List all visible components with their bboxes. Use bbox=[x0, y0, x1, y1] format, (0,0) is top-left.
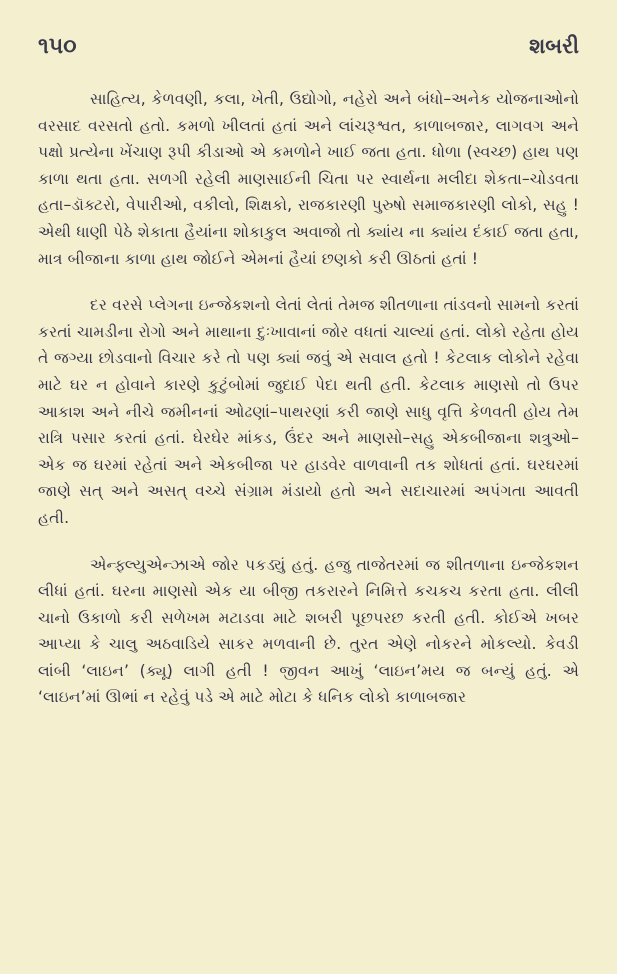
page-header bbox=[38, 34, 579, 80]
paragraph-2: દર વરસે પ્લેગના ઇન્જેકશનો લેતાં લેતાં તેમજ શીતળાના તાંડવનો સામનો કરતાં કરતાં ચામડીના રોગો અને માથાના દુઃખાવાનાં જોર વધતાં ચાલ્યાં હતાં. લોકો રહેતા હોય તે જગ્યા છોડવાનો વિચાર કરે તો પણ ક્યાં જવું એ સવાલ હતો ! કેટલાક લોકોને રહેવા માટે ઘર ન હોવાને કારણે કુટુંબોમાં જુદાઈ પેદા થતી હતી. કેટલાક માણસો તો ઉપર આકાશ અને નીચે જમીનનાં ઓઢણાં–પાથરણાં કરી જાણે સાધુ વૃત્તિ કેળવતી હોય તેમ રાત્રિ પસાર કરતાં હતાં. ઘેરઘેર માંકડ, ઉંદર અને માણસો–સહુ એકબીજાના શત્રુઓ–એક જ ઘરમાં રહેતાં અને એકબીજા પર હાડવેર વાળવાની તક શોધતાં હતાં. ઘરઘરમાં જાણે સત્ અને અસત્ વચ્ચે સંગ્રામ મંડાયો હતો અને સદાચારમાં અપંગતા આવતી હતી. bbox=[38, 296, 579, 527]
running-title: શબરી bbox=[529, 34, 579, 58]
page-number: ૧૫૦ bbox=[38, 34, 77, 59]
paragraph-1: સાહિત્ય, કેળવણી, કલા, ખેતી, ઉદ્યોગો, નહેરો અને બંધો–અનેક યોજનાઓનો વરસાદ વરસતો હતો. કમળો ખીલતાં હતાં અને લાંચરૂશ્વત, કાળાબજાર, લાગવગ અને પક્ષો પ્રત્યેના ખેંચાણ રૂપી કીડાઓ એ કમળોને ખાઈ જતા હતા. ધોળા (સ્વચ્છ) હાથ પણ કાળા થતા હતા. સળગી રહેલી માણસાઈની ચિતા પર સ્વાર્થના મલીદા શેકતા–ચોડવતા હતા–ડૉક્ટરો, વેપારીઓ, વકીલો, શિક્ષકો, રાજકારણી પુરુષો સમાજકારણી લોકો, સહુ ! એથી ધાણી પેઠે શેકાતા હૈયાંના શોકાકુલ અવાજો તો ક્યાંય ના ક્યાંય દંકાઈ જતા હતા, માત્ર બીજાના કાળા હાથ જોઈને એમનાં હૈયાં છણકો કરી ઊઠતાં હતાં ! bbox=[38, 90, 579, 268]
paragraph-3: એન્ફ્લ્યુએન્ઝાએ જોર પકડ્યું હતું. હજુ તાજેતરમાં જ શીતળાના ઇન્જેકશન લીધાં હતાં. ઘરના માણસો એક યા બીજી તકરારને નિમિત્તે કચકચ કરતા હતા. લીલી ચાનો ઉકાળો કરી સળેખમ મટાડવા માટે શબરી પૂછપરછ કરતી હતી. કોઈએ ખબર આપ્યા કે ચાલુ અઠવાડિયે સાકર મળવાની છે. તુરત એણે નોકરને મોકલ્યો. કેવડી લાંબી ‘લાઇન’ (ક્યૂ) લાગી હતી ! જીવન આખું ‘લાઇન’મય જ બન્યું હતું. એ ‘લાઇન’માં ઊભાં ન રહેવું પડે એ માટે મોટા કે ધનિક લોકો કાળાબજાર bbox=[38, 555, 579, 707]
